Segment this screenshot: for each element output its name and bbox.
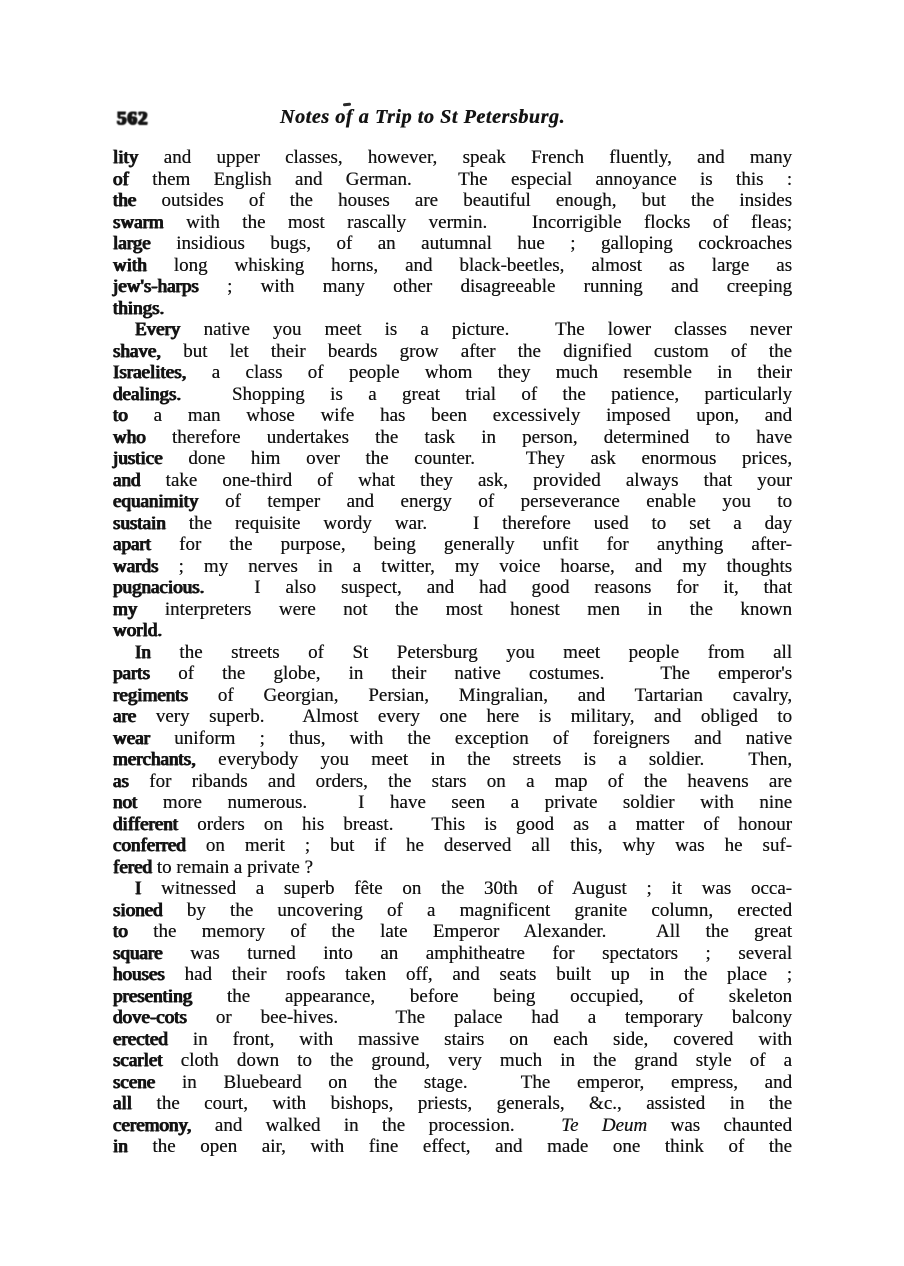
text-line: Israelites, a class of people whom they much resemble in their bbox=[113, 362, 792, 383]
text-line: scene in Bluebeard on the stage. The emperor, empress, and bbox=[113, 1071, 792, 1093]
inked-word: Israelites, bbox=[113, 362, 187, 383]
text-line: of them English and German. The especial annoyance is this : bbox=[113, 168, 792, 190]
text-line: in the open air, with fine effect, and made one think of the bbox=[113, 1136, 792, 1157]
inked-word: fered bbox=[113, 856, 153, 878]
inked-word: jew's-harps bbox=[113, 276, 199, 297]
inked-word: houses bbox=[113, 964, 165, 985]
inked-word: merchants, bbox=[113, 749, 196, 770]
inked-word: to bbox=[113, 405, 128, 426]
page-header bbox=[113, 104, 792, 130]
inked-word: wards bbox=[113, 555, 159, 577]
inked-word: sustain bbox=[113, 512, 166, 534]
text-line bbox=[113, 298, 792, 320]
text-line: are very superb. Almost every one here is military, and obliged to bbox=[113, 706, 792, 727]
text-line: dealings. Shopping is a great trial of the patience, particularly bbox=[113, 383, 792, 405]
text-line: apart for the purpose, being generally unfit for anything after- bbox=[113, 534, 792, 555]
text-line: the outsides of the houses are beautiful enough, but the insides bbox=[113, 190, 792, 211]
inked-word: large bbox=[113, 233, 151, 254]
text-line: presenting the appearance, before being occupied, of skeleton bbox=[113, 985, 792, 1007]
text-line: erected in front, with massive stairs on each side, covered with bbox=[113, 1028, 792, 1050]
inked-word: world. bbox=[113, 620, 163, 641]
text-line: to a man whose wife has been excessively imposed upon, and bbox=[113, 405, 792, 426]
inked-word: my bbox=[113, 598, 138, 620]
inked-word: presenting bbox=[113, 985, 193, 1007]
text-line: Every native you meet is a picture. The lower classes never bbox=[135, 319, 792, 340]
inked-word: wear bbox=[113, 727, 150, 749]
text-line: swarm with the most rascally vermin. Incorrigible flocks of fleas; bbox=[113, 211, 792, 233]
text-line: parts of the globe, in their native costumes. The emperor's bbox=[113, 663, 792, 684]
inked-word: conferred bbox=[113, 835, 186, 856]
text-line: to the memory of the late Emperor Alexander. All the great bbox=[113, 921, 792, 942]
inked-word: scene bbox=[113, 1071, 156, 1093]
text-line: different orders on his breast. This is good as a matter of honour bbox=[113, 813, 792, 835]
inked-word: the bbox=[113, 190, 137, 211]
text-line: dove-cots or bee-hives. The palace had a temporary balcony bbox=[113, 1007, 792, 1028]
paragraph bbox=[113, 319, 792, 642]
inked-word: sioned bbox=[113, 899, 163, 921]
inked-word: all bbox=[113, 1093, 132, 1114]
inked-word: erected bbox=[113, 1028, 168, 1050]
text-line: jew's-harps ; with many other disagreeable running and creeping bbox=[113, 276, 792, 297]
text-line: justice done him over the counter. They ask enormous prices, bbox=[113, 448, 792, 469]
inked-word: with bbox=[113, 254, 147, 276]
text-line: sustain the requisite wordy war. I therefore used to set a day bbox=[113, 512, 792, 534]
text-line: equanimity of temper and energy of perseverance enable you to bbox=[113, 491, 792, 512]
page-number: 562 bbox=[117, 108, 149, 129]
inked-word: things. bbox=[113, 297, 165, 319]
inked-word: pugnacious. bbox=[113, 577, 205, 598]
text-line: conferred on merit ; but if he deserved all this, why was he suf- bbox=[113, 835, 792, 856]
inked-word: ceremony, bbox=[113, 1114, 192, 1136]
inked-word: I bbox=[135, 878, 142, 899]
text-line: sioned by the uncovering of a magnificent granite column, erected bbox=[113, 899, 792, 921]
text-line: In the streets of St Petersburg you meet people from all bbox=[135, 641, 792, 663]
text-line: all the court, with bishops, priests, generals, &c., assisted in the bbox=[113, 1093, 792, 1114]
inked-word: as bbox=[113, 770, 129, 792]
inked-word: to bbox=[113, 921, 128, 942]
text-line: I witnessed a superb fête on the 30th of August ; it was occa- bbox=[135, 878, 792, 899]
inked-word: swarm bbox=[113, 211, 164, 233]
inked-word: dealings. bbox=[113, 383, 182, 405]
text-line: square was turned into an amphitheatre for spectators ; several bbox=[113, 942, 792, 964]
inked-word: scarlet bbox=[113, 1050, 163, 1071]
inked-word: regiments bbox=[113, 684, 188, 706]
inked-word: apart bbox=[113, 534, 151, 555]
inked-word: parts bbox=[113, 663, 150, 684]
text-line: who therefore undertakes the task in person, determined to have bbox=[113, 426, 792, 448]
text-line: lity and upper classes, however, speak French fluently, and many bbox=[113, 147, 792, 168]
text-line bbox=[113, 620, 792, 642]
inked-word: dove-cots bbox=[113, 1007, 187, 1028]
text-line: large insidious bugs, of an autumnal hue ; galloping cockroaches bbox=[113, 233, 792, 254]
inked-word: shave, bbox=[113, 340, 162, 362]
text-line: and take one-third of what they ask, provided always that your bbox=[113, 469, 792, 491]
running-title: Notes of a Trip to St Petersburg. bbox=[279, 106, 566, 128]
paragraph bbox=[113, 642, 792, 879]
text-line: not more numerous. I have seen a private soldier with nine bbox=[113, 792, 792, 813]
text-block bbox=[113, 147, 792, 1158]
text-line: ceremony, and walked in the procession. Te Deum was chaunted bbox=[113, 1114, 792, 1136]
text-line: with long whisking horns, and black-beetles, almost as large as bbox=[113, 254, 792, 276]
paragraph bbox=[113, 878, 792, 1158]
text-line: houses had their roofs taken off, and seats built up in the place ; bbox=[113, 964, 792, 985]
text-line: pugnacious. I also suspect, and had good reasons for it, that bbox=[113, 577, 792, 598]
inked-word: Every bbox=[135, 319, 181, 340]
text-line: as for ribands and orders, the stars on a map of the heavens are bbox=[113, 770, 792, 792]
paragraph bbox=[113, 147, 792, 319]
inked-word: equanimity bbox=[113, 491, 199, 512]
text-line: fered to remain a private ? bbox=[113, 856, 313, 878]
inked-word: who bbox=[113, 426, 146, 448]
inked-word: lity bbox=[113, 147, 139, 168]
inked-word: in bbox=[113, 1136, 128, 1157]
text-line: wear uniform ; thus, with the exception of foreigners and native bbox=[113, 727, 792, 749]
text-line: scarlet cloth down to the ground, very much in the grand style of a bbox=[113, 1050, 792, 1071]
text-line: merchants, everybody you meet in the streets is a soldier. Then, bbox=[113, 749, 792, 770]
inked-word: In bbox=[135, 641, 151, 663]
text-line: shave, but let their beards grow after the dignified custom of the bbox=[113, 340, 792, 362]
inked-word: and bbox=[113, 469, 141, 491]
inked-word: justice bbox=[113, 448, 163, 469]
text-line: wards ; my nerves in a twitter, my voice hoarse, and my thoughts bbox=[113, 555, 792, 577]
inked-word: are bbox=[113, 706, 137, 727]
text-line: regiments of Georgian, Persian, Mingralian, and Tartarian cavalry, bbox=[113, 684, 792, 706]
inked-word: different bbox=[113, 813, 179, 835]
inked-word: square bbox=[113, 942, 163, 964]
inked-word: of bbox=[113, 168, 129, 190]
inked-word: not bbox=[113, 792, 138, 813]
text-line: my interpreters were not the most honest men in the known bbox=[113, 598, 792, 620]
